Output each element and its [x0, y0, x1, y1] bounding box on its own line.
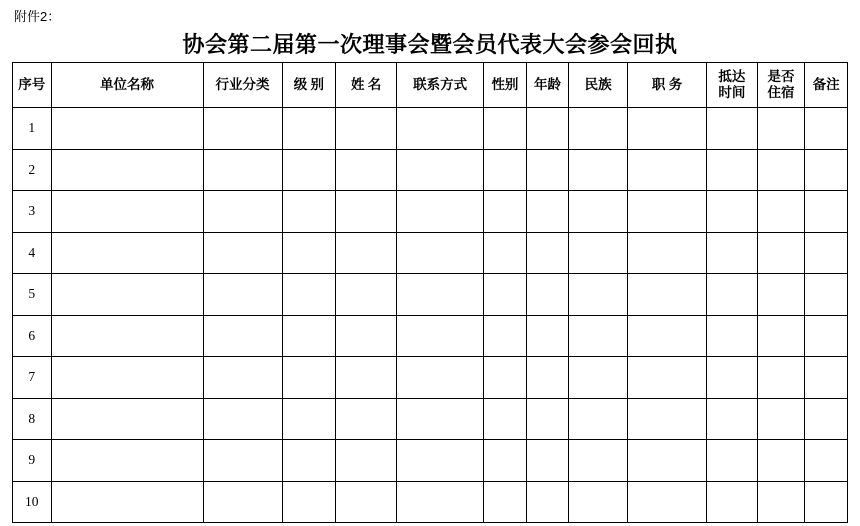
column-header-age-label: 年龄 — [533, 77, 561, 93]
column-header-position-label: 职 务 — [651, 77, 683, 93]
cell-level[interactable] — [282, 481, 336, 523]
cell-remarks[interactable] — [805, 440, 848, 482]
cell-industry[interactable] — [203, 191, 282, 233]
cell-accommodation[interactable] — [757, 191, 805, 233]
cell-ethnicity[interactable] — [569, 108, 628, 150]
cell-gender[interactable] — [484, 274, 527, 316]
table-row — [13, 398, 848, 440]
table-row — [13, 481, 848, 523]
registration-table — [12, 62, 848, 523]
cell-remarks[interactable] — [805, 274, 848, 316]
table-row — [13, 315, 848, 357]
cell-contact[interactable] — [397, 315, 484, 357]
cell-remarks[interactable] — [805, 191, 848, 233]
cell-position[interactable] — [628, 274, 707, 316]
column-header-accommodation-line2: 住宿 — [767, 85, 795, 100]
cell-gender[interactable] — [484, 481, 527, 523]
cell-level[interactable] — [282, 108, 336, 150]
cell-contact[interactable] — [397, 232, 484, 274]
cell-contact[interactable] — [397, 440, 484, 482]
cell-position[interactable] — [628, 357, 707, 399]
cell-arrival-time[interactable] — [707, 191, 758, 233]
row-index: 5 — [13, 274, 52, 316]
cell-gender[interactable] — [484, 357, 527, 399]
column-header-index-label: 序号 — [18, 77, 46, 93]
cell-contact[interactable] — [397, 274, 484, 316]
cell-level[interactable] — [282, 191, 336, 233]
cell-position[interactable] — [628, 149, 707, 191]
cell-position[interactable] — [628, 398, 707, 440]
row-index: 10 — [13, 481, 52, 523]
cell-remarks[interactable] — [805, 315, 848, 357]
cell-arrival-time[interactable] — [707, 108, 758, 150]
cell-industry[interactable] — [203, 440, 282, 482]
column-header-industry — [203, 63, 282, 108]
cell-ethnicity[interactable] — [569, 274, 628, 316]
table-header-row — [13, 63, 848, 108]
cell-name[interactable] — [336, 357, 397, 399]
cell-name[interactable] — [336, 108, 397, 150]
cell-position[interactable] — [628, 108, 707, 150]
row-index: 7 — [13, 357, 52, 399]
cell-industry[interactable] — [203, 108, 282, 150]
column-header-name — [336, 63, 397, 108]
cell-level[interactable] — [282, 357, 336, 399]
cell-name[interactable] — [336, 398, 397, 440]
column-header-accommodation — [757, 63, 805, 108]
cell-unit-name[interactable] — [51, 481, 203, 523]
cell-position[interactable] — [628, 481, 707, 523]
cell-age[interactable] — [526, 108, 569, 150]
cell-arrival-time[interactable] — [707, 149, 758, 191]
cell-industry[interactable] — [203, 149, 282, 191]
cell-remarks[interactable] — [805, 232, 848, 274]
cell-accommodation[interactable] — [757, 481, 805, 523]
cell-unit-name[interactable] — [51, 315, 203, 357]
cell-industry[interactable] — [203, 315, 282, 357]
cell-accommodation[interactable] — [757, 232, 805, 274]
column-header-age — [526, 63, 569, 108]
attachment-label: 附件2： — [14, 9, 61, 24]
cell-contact[interactable] — [397, 398, 484, 440]
cell-age[interactable] — [526, 357, 569, 399]
cell-name[interactable] — [336, 149, 397, 191]
table-row — [13, 232, 848, 274]
column-header-level — [282, 63, 336, 108]
cell-accommodation[interactable] — [757, 440, 805, 482]
cell-ethnicity[interactable] — [569, 481, 628, 523]
cell-level[interactable] — [282, 232, 336, 274]
cell-arrival-time[interactable] — [707, 315, 758, 357]
cell-unit-name[interactable] — [51, 191, 203, 233]
cell-contact[interactable] — [397, 357, 484, 399]
cell-name[interactable] — [336, 481, 397, 523]
column-header-unit-name-label: 单位名称 — [100, 77, 154, 93]
cell-accommodation[interactable] — [757, 274, 805, 316]
column-header-arrival-time-line1: 抵达 — [718, 69, 746, 85]
cell-industry[interactable] — [203, 481, 282, 523]
cell-arrival-time[interactable] — [707, 274, 758, 316]
cell-unit-name[interactable] — [51, 440, 203, 482]
cell-gender[interactable] — [484, 232, 527, 274]
cell-ethnicity[interactable] — [569, 149, 628, 191]
cell-position[interactable] — [628, 191, 707, 233]
cell-accommodation[interactable] — [757, 149, 805, 191]
cell-industry[interactable] — [203, 398, 282, 440]
cell-age[interactable] — [526, 481, 569, 523]
table-row — [13, 274, 848, 316]
cell-remarks[interactable] — [805, 481, 848, 523]
cell-name[interactable] — [336, 315, 397, 357]
cell-industry[interactable] — [203, 232, 282, 274]
cell-contact[interactable] — [397, 191, 484, 233]
cell-name[interactable] — [336, 274, 397, 316]
cell-level[interactable] — [282, 274, 336, 316]
cell-remarks[interactable] — [805, 108, 848, 150]
row-index: 4 — [13, 232, 52, 274]
cell-position[interactable] — [628, 232, 707, 274]
cell-name[interactable] — [336, 440, 397, 482]
row-index: 9 — [13, 440, 52, 482]
cell-arrival-time[interactable] — [707, 357, 758, 399]
cell-unit-name[interactable] — [51, 274, 203, 316]
row-index: 3 — [13, 191, 52, 233]
cell-name[interactable] — [336, 191, 397, 233]
row-index: 1 — [13, 108, 52, 150]
column-header-unit-name — [51, 63, 203, 108]
column-header-arrival-time — [707, 63, 758, 108]
cell-accommodation[interactable] — [757, 357, 805, 399]
column-header-ethnicity — [569, 63, 628, 108]
cell-unit-name[interactable] — [51, 108, 203, 150]
cell-gender[interactable] — [484, 315, 527, 357]
cell-gender[interactable] — [484, 398, 527, 440]
cell-arrival-time[interactable] — [707, 481, 758, 523]
column-header-gender-label: 性别 — [491, 77, 519, 93]
cell-age[interactable] — [526, 398, 569, 440]
column-header-ethnicity-label: 民族 — [584, 77, 612, 93]
cell-contact[interactable] — [397, 149, 484, 191]
table-row — [13, 440, 848, 482]
cell-arrival-time[interactable] — [707, 440, 758, 482]
cell-unit-name[interactable] — [51, 398, 203, 440]
column-header-name-label: 姓 名 — [350, 77, 382, 93]
cell-age[interactable] — [526, 440, 569, 482]
column-header-contact — [397, 63, 484, 108]
cell-accommodation[interactable] — [757, 315, 805, 357]
cell-remarks[interactable] — [805, 398, 848, 440]
column-header-remarks-label: 备注 — [812, 77, 840, 93]
row-index: 2 — [13, 149, 52, 191]
table-container — [12, 62, 848, 523]
cell-name[interactable] — [336, 232, 397, 274]
table-row — [13, 149, 848, 191]
cell-level[interactable] — [282, 440, 336, 482]
cell-accommodation[interactable] — [757, 398, 805, 440]
cell-level[interactable] — [282, 149, 336, 191]
cell-remarks[interactable] — [805, 149, 848, 191]
column-header-accommodation-line1: 是否 — [767, 69, 795, 85]
cell-gender[interactable] — [484, 149, 527, 191]
cell-gender[interactable] — [484, 191, 527, 233]
cell-gender[interactable] — [484, 108, 527, 150]
cell-contact[interactable] — [397, 108, 484, 150]
cell-age[interactable] — [526, 274, 569, 316]
cell-ethnicity[interactable] — [569, 315, 628, 357]
cell-contact[interactable] — [397, 481, 484, 523]
column-header-level-label: 级 别 — [293, 77, 325, 93]
column-header-index — [13, 63, 52, 108]
cell-unit-name[interactable] — [51, 232, 203, 274]
cell-age[interactable] — [526, 149, 569, 191]
cell-unit-name[interactable] — [51, 149, 203, 191]
column-header-contact-label: 联系方式 — [413, 77, 468, 93]
cell-arrival-time[interactable] — [707, 232, 758, 274]
cell-accommodation[interactable] — [757, 108, 805, 150]
table-row — [13, 108, 848, 150]
cell-industry[interactable] — [203, 274, 282, 316]
cell-level[interactable] — [282, 398, 336, 440]
row-index: 6 — [13, 315, 52, 357]
cell-age[interactable] — [526, 191, 569, 233]
column-header-position — [628, 63, 707, 108]
cell-unit-name[interactable] — [51, 357, 203, 399]
cell-age[interactable] — [526, 232, 569, 274]
cell-remarks[interactable] — [805, 357, 848, 399]
cell-position[interactable] — [628, 440, 707, 482]
column-header-industry-label: 行业分类 — [215, 77, 270, 93]
cell-ethnicity[interactable] — [569, 232, 628, 274]
cell-ethnicity[interactable] — [569, 191, 628, 233]
row-index: 8 — [13, 398, 52, 440]
cell-ethnicity[interactable] — [569, 357, 628, 399]
column-header-remarks — [805, 63, 848, 108]
cell-industry[interactable] — [203, 357, 282, 399]
cell-arrival-time[interactable] — [707, 398, 758, 440]
cell-ethnicity[interactable] — [569, 440, 628, 482]
table-row — [13, 357, 848, 399]
column-header-gender — [484, 63, 527, 108]
cell-ethnicity[interactable] — [569, 398, 628, 440]
page-title: 协会第二届第一次理事会暨会员代表大会参会回执 — [182, 32, 678, 57]
cell-level[interactable] — [282, 315, 336, 357]
cell-position[interactable] — [628, 315, 707, 357]
table-row — [13, 191, 848, 233]
column-header-arrival-time-line2: 时间 — [718, 85, 746, 100]
cell-age[interactable] — [526, 315, 569, 357]
cell-gender[interactable] — [484, 440, 527, 482]
